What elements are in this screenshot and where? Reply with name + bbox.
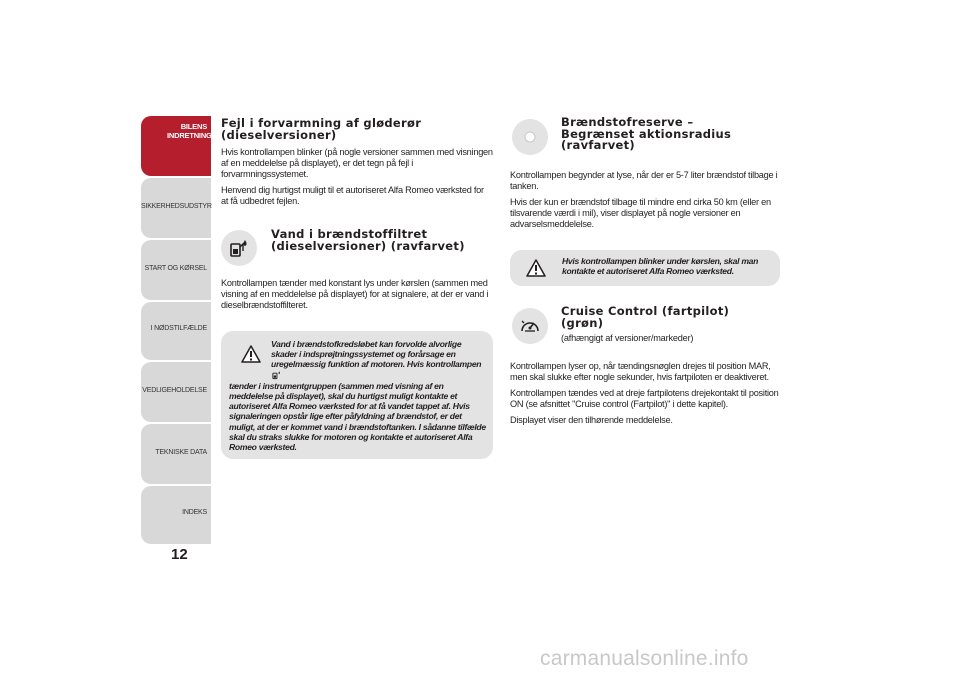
tab-label: INDEKS — [182, 509, 207, 516]
warning-box-fuel — [510, 250, 780, 286]
watermark: carmanualsonline.info — [540, 647, 749, 670]
tab-label: TEKNISKE DATA — [155, 449, 207, 456]
cruise-control-icon-badge — [512, 308, 548, 344]
fuel-reserve-icon — [519, 126, 541, 148]
right-column — [510, 170, 780, 235]
section-title-water-in-fuel: Vand i brændstoffiltret (dieselversioner) (ravfarvet) — [271, 227, 465, 253]
tab-i-nodstilfaelde[interactable] — [141, 302, 211, 360]
paragraph: Displayet viser den tilhørende meddelelse. — [510, 415, 673, 425]
section-title-fuel-reserve: Brændstofreserve – Begrænset aktionsradius (ravfarvet) — [561, 115, 732, 152]
warning-text: Hvis kontrollampen blinker under kørslen, skal man kontakte et autoriseret Alfa Romeo værksted. — [562, 256, 759, 277]
warning-box-water — [221, 331, 493, 459]
page-number: 12 — [171, 546, 188, 563]
paragraph: Kontrollampen tænder med konstant lys under kørslen (sammen med visning af en meddelelse på displayet) for at signalere, at der er vand i dieselbrændstoffilteret. — [221, 278, 489, 310]
warning-text: Vand i brændstofkredsløbet kan forvolde alvorlige skader i indsprøjtningssystemet og forårsage en uregelmæssig funktion af motoren. Hvis kontrollampen — [271, 339, 482, 370]
right-column-lower — [510, 361, 780, 431]
section-title-glow-plug: Fejl i forvarmning af gløderør (dieselversioner) — [221, 116, 422, 142]
section-title-cruise-control: Cruise Control (fartpilot) (grøn) — [561, 304, 730, 330]
tab-sikkerhedsudstyr[interactable] — [141, 178, 211, 238]
tab-bilens-indretning[interactable] — [141, 116, 211, 176]
warning-text-2: tænder i instrumentgruppen (sammen med visning af en meddelelse på displayet), skal du hurtigst muligt kontakte et autoriseret Alfa Romeo værksted for at få vandet tappet af. Hvis signaleringen opstår lige efter påfyldning af brændstof, er det muligt, at der er kommet vand i brændstoftanken. I sådanne tilfælde skal du straks slukke for motoren og kontakte et autoriseret Alfa Romeo værksted. — [229, 380, 486, 453]
paragraph: Hvis der kun er brændstof tilbage til mindre end cirka 50 km (eller en tilsvarende værdi i mil), viser displayet på nogle versioner en advarselsmeddelelse. — [510, 197, 771, 229]
cruise-control-icon — [518, 315, 542, 337]
tab-label: START OG KØRSEL — [144, 265, 207, 272]
warning-triangle-icon — [526, 259, 546, 277]
tab-label: I NØDSTILFÆLDE — [150, 325, 207, 332]
fuel-reserve-icon-badge — [512, 119, 548, 155]
paragraph: Hvis kontrollampen blinker (på nogle versioner sammen med visningen af en meddelelse på displayet), er det tegn på fejl i forvarmningssystemet. — [221, 147, 493, 179]
water-in-fuel-icon — [228, 237, 250, 259]
tab-indeks[interactable] — [141, 486, 211, 544]
water-in-fuel-icon — [271, 370, 282, 380]
tab-tekniske-data[interactable] — [141, 424, 211, 484]
left-column-lower — [221, 278, 493, 316]
tab-vedligeholdelse[interactable] — [141, 362, 211, 422]
left-column — [221, 118, 493, 212]
tab-label: BILENS INDRETNING — [167, 122, 212, 140]
tab-start-og-korsel[interactable] — [141, 240, 211, 300]
paragraph: Kontrollampen lyser op, når tændingsnøglen drejes til position MAR, men skal slukke efter nogle sekunder, hvis fartpiloten er deaktiveret. — [510, 361, 771, 382]
warning-triangle-icon — [241, 345, 261, 363]
water-in-fuel-icon-badge — [221, 230, 257, 266]
paragraph: Kontrollampen begynder at lyse, når der er 5-7 liter brændstof tilbage i tanken. — [510, 170, 778, 191]
paragraph: Kontrollampen tændes ved at dreje fartpilotens drejekontakt til position ON (se afsnittet "Cruise control (Fartpilot)" i dette kapitel). — [510, 388, 779, 409]
tab-label: VEDLIGEHOLDELSE — [142, 387, 207, 394]
section-subtitle: (afhængigt af versioner/markeder) — [561, 333, 694, 343]
tab-label: SIKKERHEDSUDSTYR — [141, 203, 212, 210]
paragraph: Henvend dig hurtigst muligt til et autoriseret Alfa Romeo værksted for at få udbedret fejlen. — [221, 185, 484, 206]
